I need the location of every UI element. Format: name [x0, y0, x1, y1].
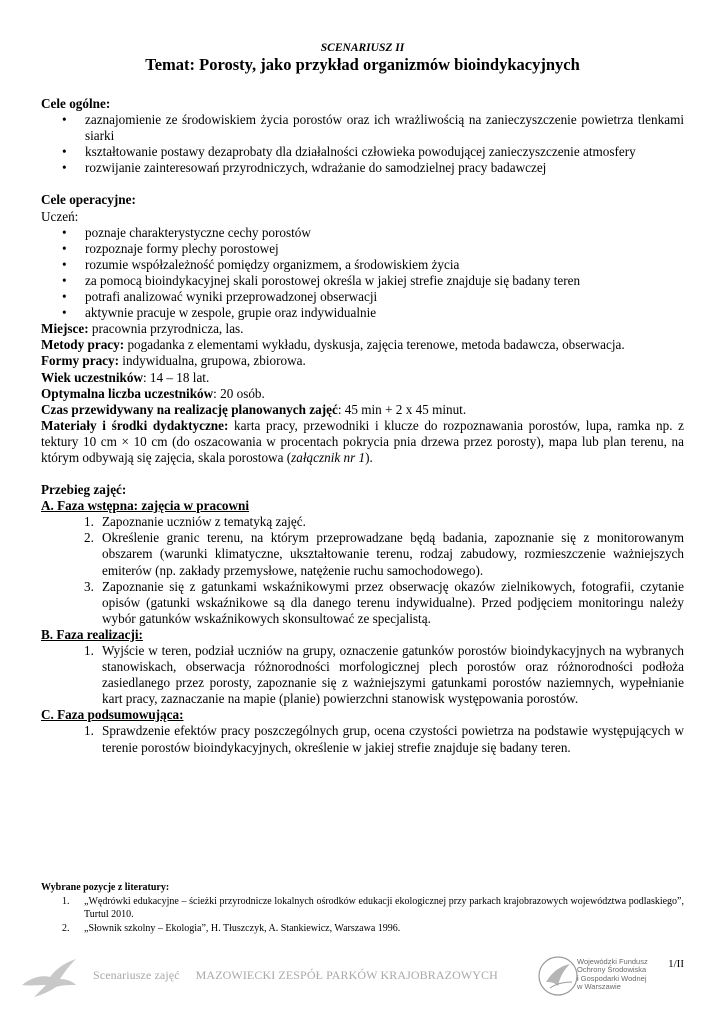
document-body [41, 96, 684, 756]
bullet-icon: • [62, 160, 67, 176]
list-item: • rozpoznaje formy plechy porostowej [62, 240, 279, 256]
materialy-line: Materiały i środki dydaktyczne: karta pracy, przewodniki i klucze do rozpoznawania porostów, lupa, ramka np. z tektury 10 cm × 10 cm (do oszacowania w procentach pokrycia pnia drzewa przez porosty), mapa lub plan terenu, na którym odbywają się zajęcia, skala porostowa (załącznik nr 1). [41, 417, 685, 465]
list-item: 1. Wyjście w teren, podział uczniów na grupy, oznaczenie gatunków porostów bioindykacyjnych na wybranych stanowiskach, obserwacja różnorodności morfologicznej plech porostów oraz różnorodności podłoża zasiedlanego przez porosty, zapoznanie się z ważniejszymi gatunkami porostów naziemnych, wypełnianie kart pracy, zaznaczanie na mapie (planie) powierzchni stanowisk występowania porostów. [84, 643, 684, 707]
page-number: 1/II [668, 958, 684, 970]
czas-line: Czas przewidywany na realizację planowanych zajęć: 45 min + 2 x 45 minut. [41, 401, 467, 417]
footer-left: Scenariusze zajęć [93, 968, 180, 982]
list-item: 1. Sprawdzenie efektów pracy poszczególnych grup, ocena czystości powietrza na podstawie występujących w terenie porostów bioindykacyjnych, określenie w jakiej strefie znajduje się badany teren. [84, 723, 684, 755]
list-item: • rozumie współzależność pomiędzy organizmem, a środowiskiem życia [62, 256, 460, 272]
scenario-label: SCENARIUSZ II [320, 42, 405, 54]
bullet-icon: • [62, 256, 67, 272]
cele-operacyjne-list [41, 225, 684, 322]
list-item: • poznaje charakterystyczne cechy porostów [62, 224, 311, 240]
phase-a-list [41, 514, 684, 627]
phase-c-heading: C. Faza podsumowująca: [41, 707, 184, 723]
footer-center: MAZOWIECKI ZESPÓŁ PARKÓW KRAJOBRAZOWYCH [195, 968, 498, 982]
literature-heading: Wybrane pozycje z literatury: [41, 882, 170, 893]
list-item: • kształtowanie postawy dezaprobaty dla działalności człowieka powodującej zanieczyszczenie atmosfery [62, 144, 636, 160]
bullet-icon: • [62, 224, 67, 240]
bullet-icon: • [62, 305, 67, 321]
przebieg-heading: Przebieg zajęć: [41, 482, 127, 498]
list-item: 3. Zapoznanie się z gatunkami wskaźnikowymi przez obserwację okazów zielnikowych, fotografii, czytanie opisów (gatunki wskaźnikowe są dla danego terenu indywidualne). Przed podjęciem monitoringu należy wybór gatunków wskaźnikowych skonsultować ze specjalistą. [84, 578, 684, 626]
list-item: • zaznajomienie ze środowiskiem życia porostów oraz ich wrażliwością na zanieczyszczenie powietrza tlenkami siarki [62, 112, 684, 144]
liczba-line: Optymalna liczba uczestników: 20 osób. [41, 385, 265, 401]
list-item: 2. „Słownik szkolny – Ekologia”, H. Tłuszczyk, A. Stankiewicz, Warszawa 1996. [62, 922, 401, 934]
bullet-icon: • [62, 289, 67, 305]
bullet-icon: • [62, 272, 67, 288]
bullet-icon: • [62, 240, 67, 256]
phase-b-list [41, 643, 684, 707]
list-item: 1. Zapoznanie uczniów z tematyką zajęć. [84, 514, 306, 530]
cele-ogolne-heading: Cele ogólne: [41, 96, 111, 111]
miejsce-line: Miejsce: pracownia przyrodnicza, las. [41, 321, 244, 337]
metody-line: Metody pracy: pogadanka z elementami wykładu, dyskusja, zajęcia terenowe, metoda badawcza, obserwacja. [41, 337, 625, 353]
wiek-line: Wiek uczestników: 14 – 18 lat. [41, 369, 210, 385]
cele-operacyjne-heading: Cele operacyjne: [41, 192, 136, 208]
list-item: • aktywnie pracuje w zespole, grupie oraz indywidualnie [62, 305, 377, 321]
phase-c-list [41, 723, 684, 755]
literature-section [41, 882, 684, 937]
cele-ogolne-list [41, 112, 684, 176]
formy-line: Formy pracy: indywidualna, grupowa, zbiorowa. [41, 353, 306, 369]
phase-b-heading: B. Faza realizacji: [41, 626, 143, 642]
bullet-icon: • [62, 144, 67, 160]
list-item: 2. Określenie granic terenu, na którym przeprowadzane będą badania, zapoznanie się z monitorowanym obszarem (warunki klimatyczne, ukształtowanie terenu, rodzaj zabudowy, rozmieszczenie ważniejszych emiterów (np. zakłady przemysłowe, natężenie ruchu samochodowego). [84, 530, 684, 578]
bullet-icon: • [62, 112, 67, 128]
phase-a-heading: A. Faza wstępna: zajęcia w pracowni [41, 498, 250, 514]
list-item: • za pomocą bioindykacyjnej skali porostowej określa w jakiej strefie znajduje się badany teren [62, 272, 581, 288]
list-item: • rozwijanie zainteresowań przyrodniczych, wdrażanie do samodzielnej pracy badawczej [62, 160, 547, 176]
list-item: 1. „Wędrówki edukacyjne – ścieżki przyrodnicze lokalnych ośrodków edukacji ekologicznej przy parkach krajobrazowych województwa podlaskiego”, Turtul 2010. [62, 896, 684, 920]
bird-logo-icon [20, 955, 80, 1000]
footer-text [93, 967, 498, 983]
wfosigw-logo-text: Wojewódzki Fundusz Ochrony Środowiska i Gospodarki Wodnej w Warszawie [577, 957, 648, 991]
document-title: Temat: Porosty, jako przykład organizmów bioindykacyjnych [145, 55, 580, 74]
literature-list [41, 896, 684, 935]
cele-operacyjne-intro: Uczeń: [41, 208, 79, 224]
list-item: • potrafi analizować wyniki przeprowadzonej obserwacji [62, 289, 378, 305]
